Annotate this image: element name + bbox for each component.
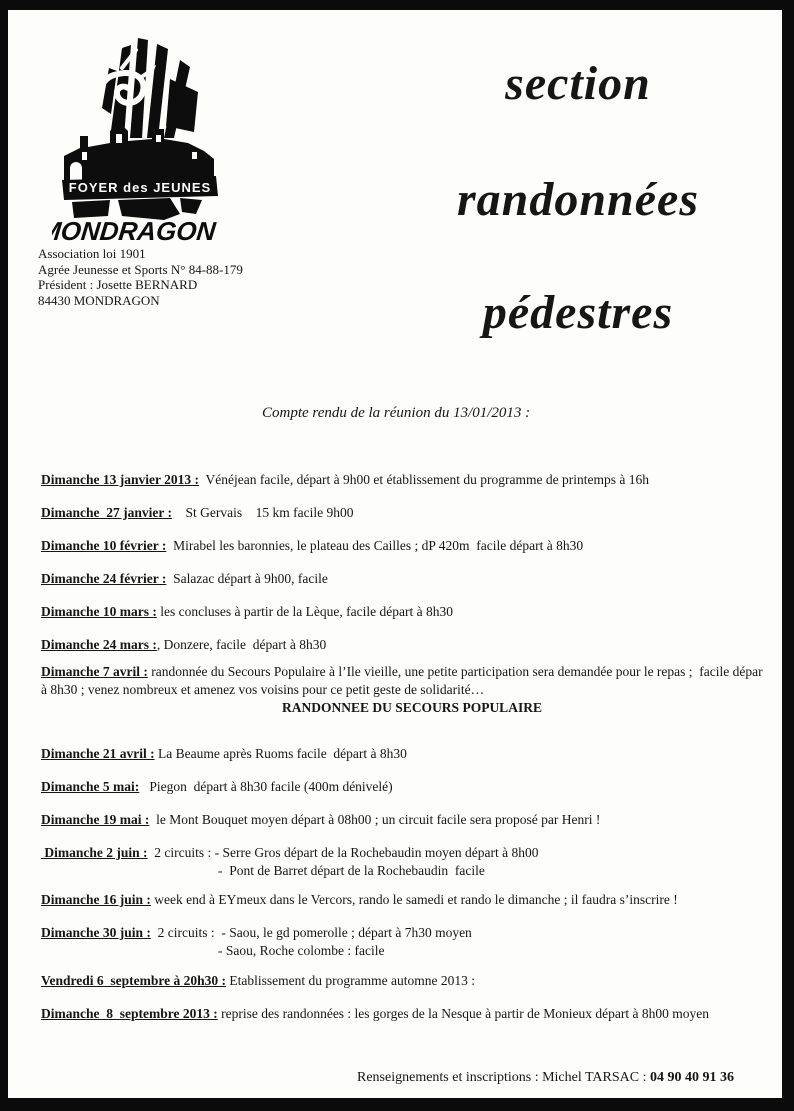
association-line: 84430 MONDRAGON: [38, 292, 160, 308]
section-title-line: section: [505, 57, 651, 110]
agenda-entry: [41, 844, 783, 879]
entry-date-label: Dimanche 10 février :: [41, 538, 167, 553]
agenda-entries: [41, 471, 783, 1038]
entry-date-label: Dimanche 8 septembre 2013 :: [41, 1006, 218, 1021]
entry-date-label: Dimanche 27 janvier :: [41, 505, 172, 520]
footer-contact: [357, 1070, 734, 1086]
club-logo: [52, 34, 232, 248]
association-line: Agrée Jeunesse et Sports N° 84-88-179: [38, 261, 243, 277]
club-logo-graphic: [52, 34, 232, 248]
entry-line: [41, 663, 783, 681]
footer-contact-text: Renseignements et inscriptions : Michel TARSAC :: [357, 1070, 650, 1085]
agenda-entry: [41, 504, 783, 522]
entry-line: [41, 811, 783, 829]
entry-text: La Beaume après Ruoms facile départ à 8h30: [154, 746, 407, 761]
entry-center-heading: RANDONNEE DU SECOURS POPULAIRE: [282, 700, 542, 715]
entry-text: les concluses à partir de la Lèque, facile départ à 8h30: [156, 604, 453, 619]
agenda-entry: [41, 537, 783, 555]
section-title-line: pédestres: [482, 286, 674, 339]
entry-text: week end à EYmeux dans le Vercors, rando le samedi et rando le dimanche ; il faudra s’inscrire !: [150, 892, 678, 907]
entry-text: 2 circuits : - Saou, le gd pomerolle ; départ à 7h30 moyen: [150, 925, 472, 940]
entry-date-label: Dimanche 24 mars :: [41, 637, 157, 652]
entry-text: Piegon départ à 8h30 facile (400m dénivelé): [139, 779, 393, 794]
entry-text: , Donzere, facile départ à 8h30: [156, 637, 327, 652]
association-line: Président : Josette BERNARD: [38, 277, 198, 292]
entry-line: [41, 504, 783, 522]
entry-line: [41, 972, 783, 990]
entry-date-label: Dimanche 2 juin :: [41, 845, 148, 860]
entry-line: [41, 603, 783, 621]
entry-date-label: Dimanche 13 janvier 2013 :: [41, 472, 199, 487]
entry-sub-line: - Saou, Roche colombe : facile: [218, 943, 385, 958]
entry-line: [41, 570, 783, 588]
entry-text: St Gervais 15 km facile 9h00: [172, 505, 354, 520]
entry-text: randonnée du Secours Populaire à l’Ile vieille, une petite participation sera demandée pour le repas ; facile dépar: [147, 664, 763, 679]
entry-date-label: Vendredi 6 septembre à 20h30 :: [41, 973, 227, 988]
agenda-entry: [41, 603, 783, 621]
entry-date-label: Dimanche 7 avril :: [41, 664, 148, 679]
entry-text: Salazac départ à 9h00, facile: [166, 571, 328, 586]
agenda-entry: [41, 924, 783, 959]
entry-line: [41, 745, 783, 763]
logo-wordmark: MONDRAGON: [52, 216, 218, 246]
entry-date-label: Dimanche 21 avril :: [41, 746, 155, 761]
agenda-entry: [41, 471, 783, 489]
agenda-entry: [41, 636, 783, 654]
entry-text: Etablissement du programme automne 2013 :: [226, 973, 475, 988]
agenda-entry: [41, 972, 783, 990]
agenda-entry: [41, 778, 783, 796]
agenda-entry: [41, 811, 783, 829]
entry-line: [41, 537, 783, 555]
entry-text: 2 circuits : - Serre Gros départ de la Rochebaudin moyen départ à 8h00: [147, 845, 539, 860]
agenda-entry: [41, 663, 783, 717]
entry-line: [41, 636, 783, 654]
association-line: Association loi 1901: [38, 246, 146, 261]
entry-text: le Mont Bouquet moyen départ à 08h00 ; un circuit facile sera proposé par Henri !: [149, 812, 601, 827]
entry-date-label: Dimanche 10 mars :: [41, 604, 157, 619]
section-title-line: randonnées: [456, 173, 700, 226]
entry-text: reprise des randonnées : les gorges de la Nesque à partir de Monieux départ à 8h00 moyen: [217, 1006, 709, 1021]
entry-line: [41, 924, 783, 942]
entry-text: Mirabel les baronnies, le plateau des Cailles ; dP 420m facile départ à 8h30: [166, 538, 584, 553]
entry-date-label: Dimanche 5 mai:: [41, 779, 140, 794]
entry-date-label: Dimanche 19 mai :: [41, 812, 150, 827]
agenda-entry: [41, 891, 783, 909]
entry-line: [41, 1005, 783, 1023]
agenda-entry: [41, 745, 783, 763]
entry-continuation-line: à 8h30 ; venez nombreux et amenez vos voisins pour ce petit geste de solidarité…: [41, 682, 485, 697]
footer-phone-number: 04 90 40 91 36: [650, 1070, 734, 1085]
entry-line: [41, 471, 783, 489]
entry-text: Vénéjean facile, départ à 9h00 et établissement du programme de printemps à 16h: [199, 472, 649, 487]
entry-line: [41, 844, 783, 862]
logo-banner-text: FOYER des JEUNES: [68, 180, 212, 195]
meeting-heading: Compte rendu de la réunion du 13/01/2013 :: [262, 405, 531, 421]
entry-date-label: Dimanche 16 juin :: [41, 892, 151, 907]
entry-date-label: Dimanche 30 juin :: [41, 925, 151, 940]
agenda-entry: [41, 570, 783, 588]
agenda-entry: [41, 1005, 783, 1023]
entry-line: [41, 891, 783, 909]
association-details: [38, 246, 243, 308]
entry-sub-line: - Pont de Barret départ de la Rochebaudin facile: [218, 863, 485, 878]
entry-date-label: Dimanche 24 février :: [41, 571, 167, 586]
entry-line: [41, 778, 783, 796]
banner: [62, 176, 218, 220]
